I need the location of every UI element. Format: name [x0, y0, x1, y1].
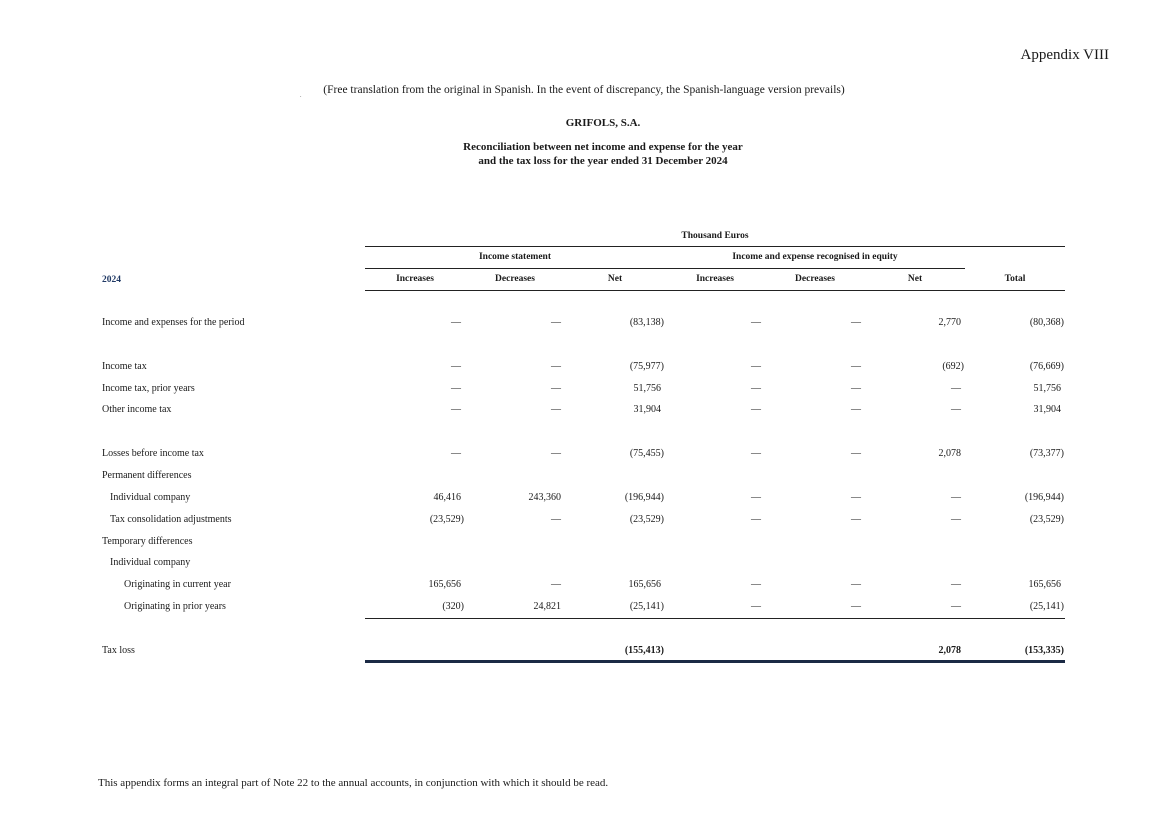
cell: (23,529) — [429, 514, 464, 525]
cell: (196,944) — [1024, 492, 1064, 503]
cell: (320) — [442, 601, 464, 612]
cell: — — [951, 601, 961, 612]
cell: — — [751, 404, 761, 415]
cell: 51,756 — [1033, 383, 1061, 394]
cell: — — [551, 404, 561, 415]
cell: 31,904 — [1033, 404, 1061, 415]
cell: — — [551, 514, 561, 525]
cell: 165,656 — [428, 579, 461, 590]
cell: — — [851, 601, 861, 612]
table-row — [0, 579, 1168, 593]
cell: — — [951, 404, 961, 415]
cell: 46,416 — [433, 492, 461, 503]
cell: 165,656 — [628, 579, 661, 590]
cell: (83,138) — [629, 317, 664, 328]
rule-under-col-headers — [365, 290, 1065, 291]
row-label: Losses before income tax — [102, 448, 204, 459]
cell: — — [751, 383, 761, 394]
table-row — [0, 404, 1168, 418]
cell: — — [951, 492, 961, 503]
table-row — [0, 557, 1168, 571]
table-row — [0, 448, 1168, 462]
year-label: 2024 — [102, 275, 121, 285]
cell: 165,656 — [1028, 579, 1061, 590]
table-row — [0, 317, 1168, 331]
row-label: Individual company — [110, 557, 191, 568]
rule-before-total — [365, 618, 1065, 619]
translation-disclaimer: (Free translation from the original in Spanish. In the event of discrepancy, the Spanish-language version prevails) — [323, 84, 845, 96]
table-row-total — [0, 645, 1168, 659]
double-underline — [365, 660, 1065, 663]
cell: 2,770 — [938, 317, 961, 328]
col-header-total: Total — [1004, 274, 1026, 284]
cell: — — [951, 383, 961, 394]
row-label: Income tax — [102, 361, 147, 372]
cell: (75,455) — [629, 448, 664, 459]
col-header-eq-decreases: Decreases — [795, 274, 835, 284]
cell: — — [451, 317, 461, 328]
cell: 51,756 — [633, 383, 661, 394]
row-label: Permanent differences — [102, 470, 192, 481]
cell: (692) — [942, 361, 964, 372]
cell: — — [751, 317, 761, 328]
rule-under-groups — [365, 268, 965, 269]
group-income-statement: Income statement — [478, 252, 552, 262]
row-label: Tax loss — [102, 645, 135, 656]
group-equity: Income and expense recognised in equity — [732, 252, 898, 262]
cell: — — [751, 601, 761, 612]
title-line-1: Reconciliation between net income and expense for the year — [463, 141, 743, 153]
cell: — — [451, 361, 461, 372]
company-name: GRIFOLS, S.A. — [565, 117, 641, 129]
cell: — — [851, 492, 861, 503]
row-label: Individual company — [110, 492, 191, 503]
row-label: Income and expenses for the period — [102, 317, 245, 328]
row-label: Other income tax — [102, 404, 172, 415]
cell: 2,078 — [938, 448, 961, 459]
table-row — [0, 361, 1168, 375]
table-row — [0, 601, 1168, 615]
row-label: Originating in current year — [124, 579, 231, 590]
cell: — — [851, 579, 861, 590]
row-label: Income tax, prior years — [102, 383, 195, 394]
cell: — — [551, 383, 561, 394]
cell: (155,413) — [624, 645, 664, 656]
cell: — — [751, 579, 761, 590]
cell: (153,335) — [1024, 645, 1064, 656]
cell: — — [851, 448, 861, 459]
row-label: Tax consolidation adjustments — [110, 514, 232, 525]
cell: — — [851, 361, 861, 372]
col-header-is-net: Net — [607, 274, 623, 284]
cell: — — [751, 514, 761, 525]
cell: — — [451, 448, 461, 459]
cell: — — [451, 404, 461, 415]
cell: 31,904 — [633, 404, 661, 415]
col-header-eq-net: Net — [907, 274, 923, 284]
cell: — — [551, 317, 561, 328]
appendix-label: Appendix VIII — [1020, 47, 1109, 63]
rule-under-unit — [365, 246, 1065, 247]
title-line-2: and the tax loss for the year ended 31 December 2024 — [478, 155, 728, 167]
cell: — — [951, 579, 961, 590]
cell: — — [851, 514, 861, 525]
document-title — [0, 140, 1168, 168]
col-header-eq-increases: Increases — [696, 274, 734, 284]
cell: 243,360 — [528, 492, 561, 503]
cell: 2,078 — [938, 645, 961, 656]
cell: — — [551, 448, 561, 459]
cell: (80,368) — [1029, 317, 1064, 328]
cell: — — [751, 492, 761, 503]
cell: (25,141) — [1029, 601, 1064, 612]
cell: — — [551, 361, 561, 372]
cell: — — [451, 383, 461, 394]
unit-header: Thousand Euros — [681, 231, 749, 241]
cell: (25,141) — [629, 601, 664, 612]
table-row — [0, 492, 1168, 506]
cell: (23,529) — [1029, 514, 1064, 525]
cell: (75,977) — [629, 361, 664, 372]
cell: (73,377) — [1029, 448, 1064, 459]
table-row — [0, 514, 1168, 528]
cell: (23,529) — [629, 514, 664, 525]
cell: — — [851, 383, 861, 394]
cell: — — [951, 514, 961, 525]
col-header-is-increases: Increases — [396, 274, 434, 284]
col-header-is-decreases: Decreases — [495, 274, 535, 284]
cell: — — [851, 404, 861, 415]
row-label: Temporary differences — [102, 536, 193, 547]
cell: — — [851, 317, 861, 328]
cell: 24,821 — [533, 601, 561, 612]
row-label: Originating in prior years — [124, 601, 226, 612]
table-row — [0, 470, 1168, 484]
table-row — [0, 383, 1168, 397]
cell: — — [751, 361, 761, 372]
cell: (196,944) — [624, 492, 664, 503]
cell: — — [551, 579, 561, 590]
cell: — — [751, 448, 761, 459]
footer-note: This appendix forms an integral part of Note 22 to the annual accounts, in conjunction with which it should be read. — [98, 777, 609, 789]
table-row — [0, 536, 1168, 550]
cell: (76,669) — [1029, 361, 1064, 372]
stray-mark: . — [300, 93, 302, 99]
